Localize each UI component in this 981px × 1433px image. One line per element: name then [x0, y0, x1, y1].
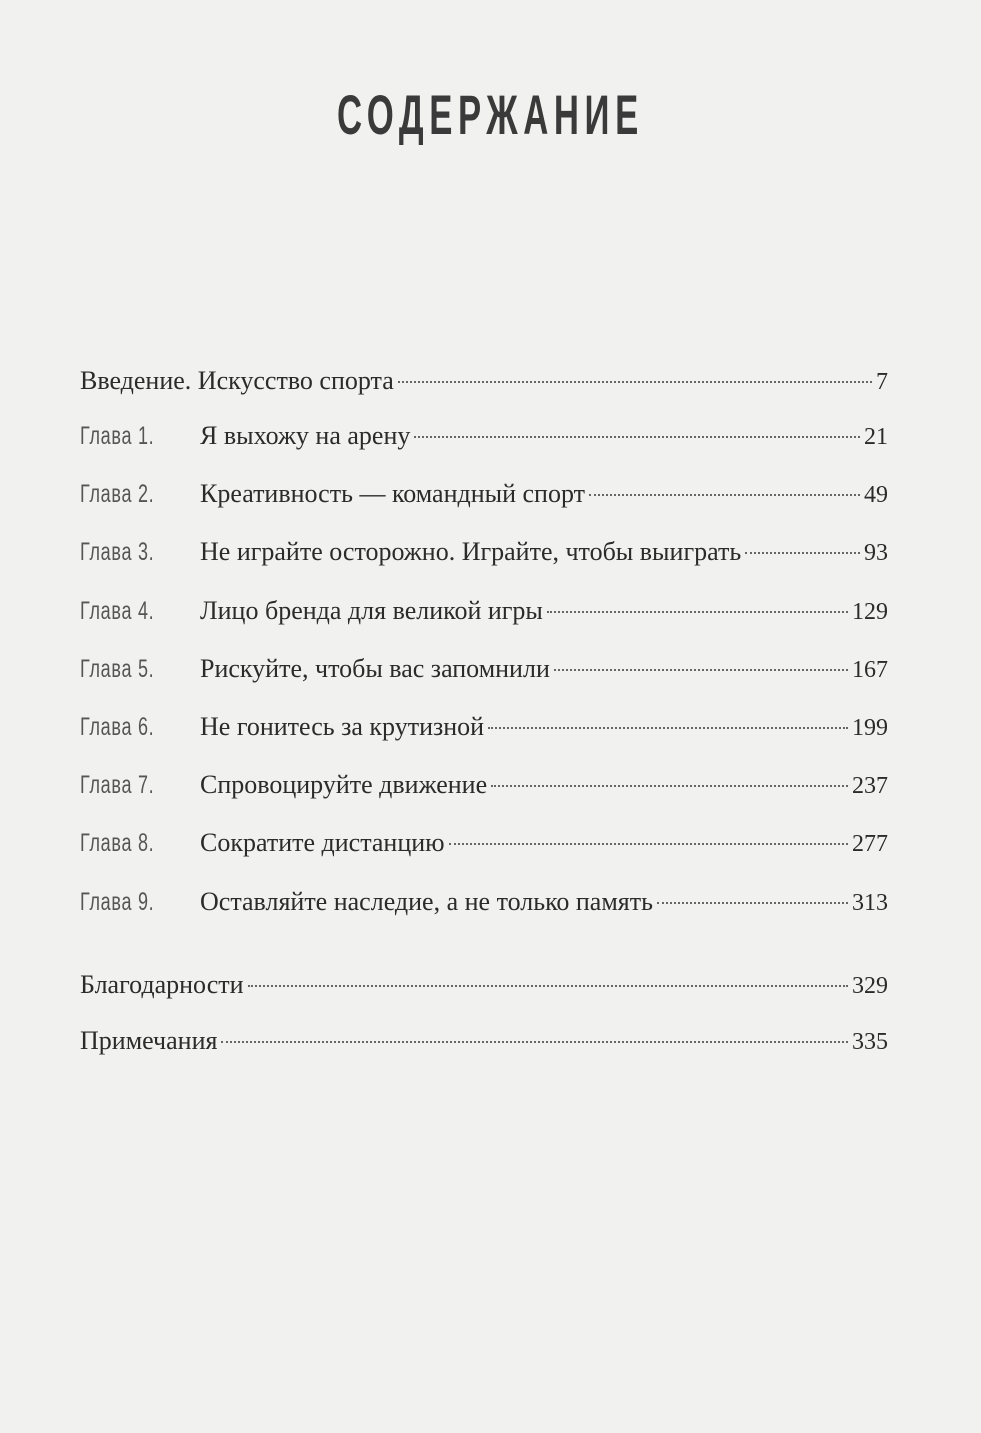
- toc-entry-chapter-1[interactable]: [80, 421, 888, 452]
- page-number: 329: [852, 973, 888, 999]
- page-number: 335: [852, 1029, 888, 1055]
- entry-title: Рискуйте, чтобы вас запомнили: [200, 653, 550, 683]
- dot-leader: [554, 669, 848, 671]
- toc-entry-chapter-6[interactable]: [80, 712, 888, 743]
- toc-entry-chapter-5[interactable]: [80, 654, 888, 685]
- entry-title: Не гонитесь за крутизной: [200, 712, 485, 741]
- entry-title: Оставляйте наследие, а не только память: [200, 886, 653, 916]
- page-number: 313: [852, 889, 888, 916]
- dot-leader: [221, 1041, 848, 1043]
- chapter-label: Глава 6.: [80, 713, 155, 741]
- entry-title: Лицо бренда для великой игры: [200, 595, 543, 625]
- entry-title: Благодарности: [80, 970, 244, 999]
- entry-title: Примечания: [80, 1026, 218, 1055]
- toc-entry-chapter-2[interactable]: [80, 479, 888, 510]
- page-number: 93: [864, 540, 888, 567]
- toc-entry-chapter-9[interactable]: [80, 887, 888, 918]
- entry-title: Спровоцируйте движение: [200, 770, 488, 800]
- toc-entry-acknowledgements[interactable]: [80, 970, 888, 1001]
- chapter-label: Глава 4.: [80, 596, 155, 625]
- chapter-label: Глава 3.: [80, 538, 155, 567]
- page-number: 237: [852, 773, 888, 800]
- chapter-label: Глава 1.: [80, 422, 155, 450]
- toc-entry-chapter-7[interactable]: [80, 770, 888, 801]
- entry-title: Не играйте осторожно. Играйте, чтобы выиграть: [200, 537, 742, 567]
- dot-leader: [589, 494, 860, 496]
- page-number: 49: [864, 482, 888, 509]
- page-number: 21: [864, 424, 888, 450]
- dot-leader: [398, 381, 872, 383]
- toc-entry-notes[interactable]: [80, 1026, 888, 1057]
- dot-leader: [491, 785, 848, 787]
- dot-leader: [547, 611, 848, 613]
- page-number: 7: [876, 369, 888, 395]
- dot-leader: [449, 843, 848, 845]
- dot-leader: [488, 727, 848, 729]
- chapter-label: Глава 7.: [80, 771, 155, 800]
- dot-leader: [248, 985, 848, 987]
- dot-leader: [657, 902, 848, 904]
- chapter-label: Глава 8.: [80, 829, 155, 858]
- entry-title: Креативность — командный спорт: [200, 479, 585, 509]
- page-number: 199: [852, 715, 888, 741]
- entry-title: Я выхожу на арену: [200, 421, 411, 450]
- dot-leader: [745, 552, 860, 554]
- page-number: 277: [852, 831, 888, 858]
- toc-entry-intro[interactable]: [80, 366, 888, 397]
- entry-title: Сократите дистанцию: [200, 828, 445, 858]
- toc-entry-chapter-8[interactable]: [80, 828, 888, 859]
- chapter-label: Глава 5.: [80, 654, 155, 683]
- page-number: 129: [852, 598, 888, 625]
- dot-leader: [414, 436, 860, 438]
- toc-entry-chapter-4[interactable]: [80, 596, 888, 627]
- chapter-label: Глава 9.: [80, 887, 155, 916]
- chapter-label: Глава 2.: [80, 480, 155, 509]
- page-title: СОДЕРЖАНИЕ: [337, 83, 644, 146]
- entry-title: Введение. Искусство спорта: [80, 366, 394, 395]
- toc-entry-chapter-3[interactable]: [80, 537, 888, 568]
- page-number: 167: [852, 656, 888, 683]
